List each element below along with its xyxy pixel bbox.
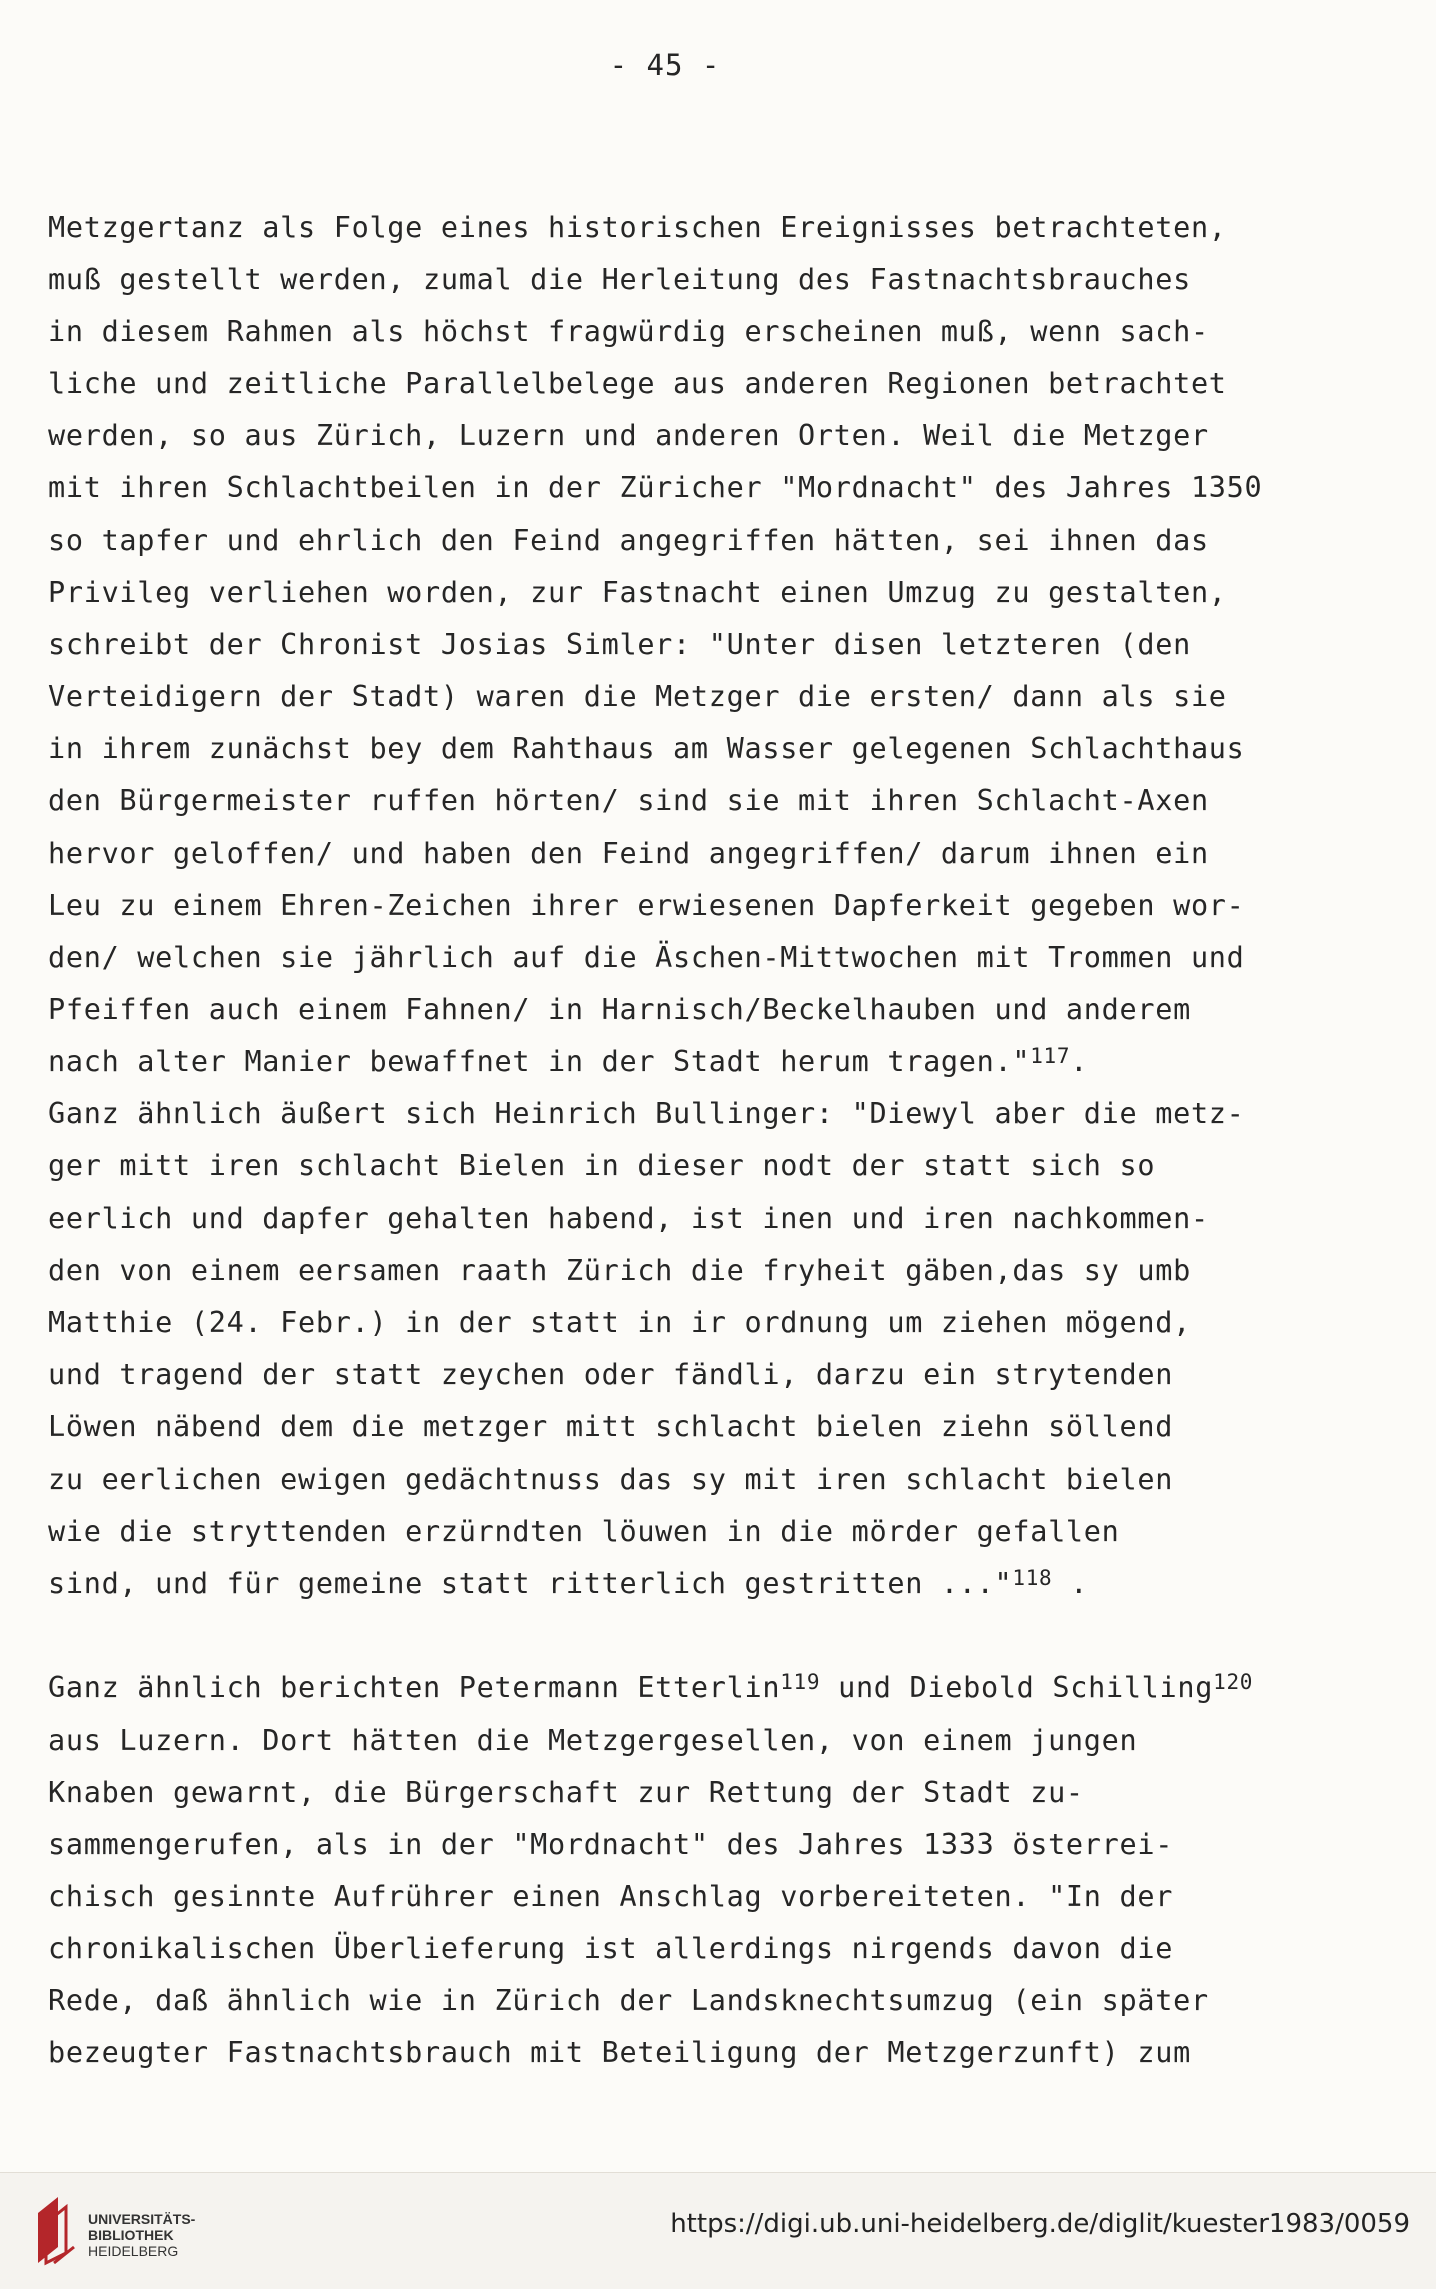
text-line: wie die stryttenden erzürndten löuwen in die mörder gefallen xyxy=(48,1515,1120,1548)
text-line: bezeugter Fastnachtsbrauch mit Beteiligung der Metzgerzunft) zum xyxy=(48,2036,1191,2069)
text-line: chronikalischen Überlieferung ist allerdings nirgends davon die xyxy=(48,1932,1174,1965)
text-line: Ganz ähnlich berichten Petermann Etterlin$^{119}$ und Diebold Schilling$^{120}$ xyxy=(48,1670,1254,1704)
text-line: Ganz ähnlich äußert sich Heinrich Bullinger: "Diewyl aber die metz- xyxy=(48,1097,1245,1130)
text-line: den/ welchen sie jährlich auf die Äschen-Mittwochen mit Trommen und xyxy=(48,941,1245,974)
footnote-ref: 119 xyxy=(780,1670,821,1694)
text-line: ger mitt iren schlacht Bielen in dieser nodt der statt sich so xyxy=(48,1149,1156,1182)
footnote-ref: 120 xyxy=(1213,1670,1254,1694)
library-name xyxy=(88,2211,195,2259)
text-line: Verteidigern der Stadt) waren die Metzger die ersten/ dann als sie xyxy=(48,680,1227,713)
text-line: sammengerufen, als in der "Mordnacht" des Jahres 1333 österrei- xyxy=(48,1828,1174,1861)
text-line: in ihrem zunächst bey dem Rahthaus am Wasser gelegenen Schlachthaus xyxy=(48,732,1245,765)
source-url-link[interactable]: https://digi.ub.uni-heidelberg.de/diglit/kuester1983/0059 xyxy=(670,2209,1410,2239)
logo-line: HEIDELBERG xyxy=(88,2243,179,2259)
text-line: sind, und für gemeine statt ritterlich gestritten ..."$^{118}$ . xyxy=(48,1566,1089,1600)
text-line: muß gestellt werden, zumal die Herleitung des Fastnachtsbrauches xyxy=(48,263,1191,296)
text-line: hervor geloffen/ und haben den Feind angegriffen/ darum ihnen ein xyxy=(48,837,1209,870)
text-line: Löwen näbend dem die metzger mitt schlacht bielen ziehn söllend xyxy=(48,1410,1174,1443)
footnote-ref: 117 xyxy=(1030,1044,1071,1068)
text-line: den Bürgermeister ruffen hörten/ sind sie mit ihren Schlacht-Axen xyxy=(48,784,1209,817)
text-line: Rede, daß ähnlich wie in Zürich der Landsknechtsumzug (ein später xyxy=(48,1984,1209,2017)
page-number: - 45 - xyxy=(609,48,721,82)
text-line: Knaben gewarnt, die Bürgerschaft zur Rettung der Stadt zu- xyxy=(48,1776,1084,1809)
footer-bar xyxy=(0,2172,1436,2289)
text-line: liche und zeitliche Parallelbelege aus anderen Regionen betrachtet xyxy=(48,367,1227,400)
text-line: in diesem Rahmen als höchst fragwürdig erscheinen muß, wenn sach- xyxy=(48,315,1209,348)
text-line: nach alter Manier bewaffnet in der Stadt herum tragen."$^{117}$. xyxy=(48,1044,1089,1078)
text-line: Privileg verliehen worden, zur Fastnacht einen Umzug zu gestalten, xyxy=(48,576,1227,609)
text-line: aus Luzern. Dort hätten die Metzgergesellen, von einem jungen xyxy=(48,1724,1138,1757)
text-line: schreibt der Chronist Josias Simler: "Unter disen letzteren (den xyxy=(48,628,1191,661)
text-line: Pfeiffen auch einem Fahnen/ in Harnisch/Beckelhauben und anderem xyxy=(48,993,1191,1026)
logo-line: UNIVERSITÄTS- xyxy=(88,2211,196,2227)
text-line: Metzgertanz als Folge eines historischen Ereignisses betrachteten, xyxy=(48,211,1227,244)
logo-line: BIBLIOTHEK xyxy=(88,2227,174,2243)
text-line: zu eerlichen ewigen gedächtnuss das sy mit iren schlacht bielen xyxy=(48,1463,1174,1496)
text-line: eerlich und dapfer gehalten habend, ist inen und iren nachkommen- xyxy=(48,1202,1209,1235)
text-line: chisch gesinnte Aufrührer einen Anschlag vorbereiteten. "In der xyxy=(48,1880,1174,1913)
text-line: und tragend der statt zeychen oder fändli, darzu ein strytenden xyxy=(48,1358,1174,1391)
text-line: werden, so aus Zürich, Luzern und anderen Orten. Weil die Metzger xyxy=(48,419,1209,452)
text-line: Leu zu einem Ehren-Zeichen ihrer erwiesenen Dapferkeit gegeben wor- xyxy=(48,889,1245,922)
text-line: mit ihren Schlachtbeilen in der Züricher "Mordnacht" des Jahres 1350 xyxy=(48,471,1263,504)
text-line: Matthie (24. Febr.) in der statt in ir ordnung um ziehen mögend, xyxy=(48,1306,1191,1339)
library-logo-icon xyxy=(30,2193,80,2267)
text-line: so tapfer und ehrlich den Feind angegriffen hätten, sei ihnen das xyxy=(48,524,1209,557)
footnote-ref: 118 xyxy=(1012,1566,1053,1590)
text-line: den von einem eersamen raath Zürich die fryheit gäben,das sy umb xyxy=(48,1254,1191,1287)
